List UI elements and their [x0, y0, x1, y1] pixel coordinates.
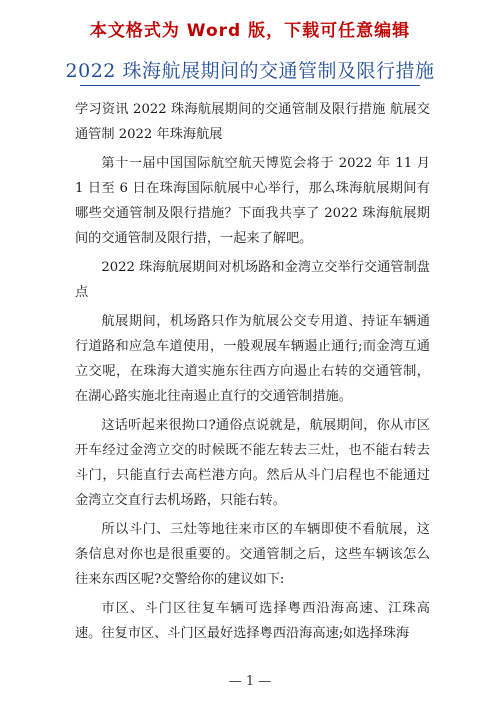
page-number: — 1 — [228, 674, 272, 689]
format-banner: 本文格式为 Word 版，下载可任意编辑 [89, 21, 411, 41]
body-paragraph: 所以斗门、三灶等地往来市区的车辆即使不看航展，这条信息对你也是很重要的。交通管制之后，这些车辆该怎么往来东西区呢?交警给你的建议如下: [75, 522, 430, 587]
body-paragraph: 市区、斗门区往复车辆可选择粤西沿海高速、江珠高速。往复市区、斗门区最好选择粤西沿海高速;如选择珠海 [75, 601, 430, 641]
intro-paragraph: 学习资讯 2022 珠海航展期间的交通管制及限行措施 航展交通管制 2022 年珠海航展 [75, 102, 430, 142]
body-paragraph: 第十一届中国国际航空航天博览会将于 2022 年 11 月 1 日至 6 日在珠海国际航展中心举行，那么珠海航展期间有哪些交通管制及限行措施？下面我共享了 2022 珠海航展期间的交通管制及限行措，一起来了解吧。 [75, 156, 430, 246]
body-paragraph: 这话听起来很拗口?通俗点说就是，航展期间，你从市区开车经过金湾立交的时候既不能左转去三灶，也不能右转去斗门，只能直行去高栏港方向。然后从斗门启程也不能通过金湾立交直行去机场路，只能右转。 [75, 418, 430, 508]
section-heading: 2022 珠海航展期间对机场路和金湾立交举行交通管制盘点 [75, 260, 430, 300]
page-title: 2022 珠海航展期间的交通管制及限行措施 [65, 60, 435, 82]
title-divider [80, 85, 420, 86]
body-paragraph: 航展期间，机场路只作为航展公交专用道、持证车辆通行道路和应急车道使用，一般观展车辆遏止通行;而金湾互通立交呢，在珠海大道实施东往西方向遏止右转的交通管制，在湖心路实施北往南遏止直行的交通管制措施。 [75, 314, 430, 404]
document-body [75, 97, 430, 650]
